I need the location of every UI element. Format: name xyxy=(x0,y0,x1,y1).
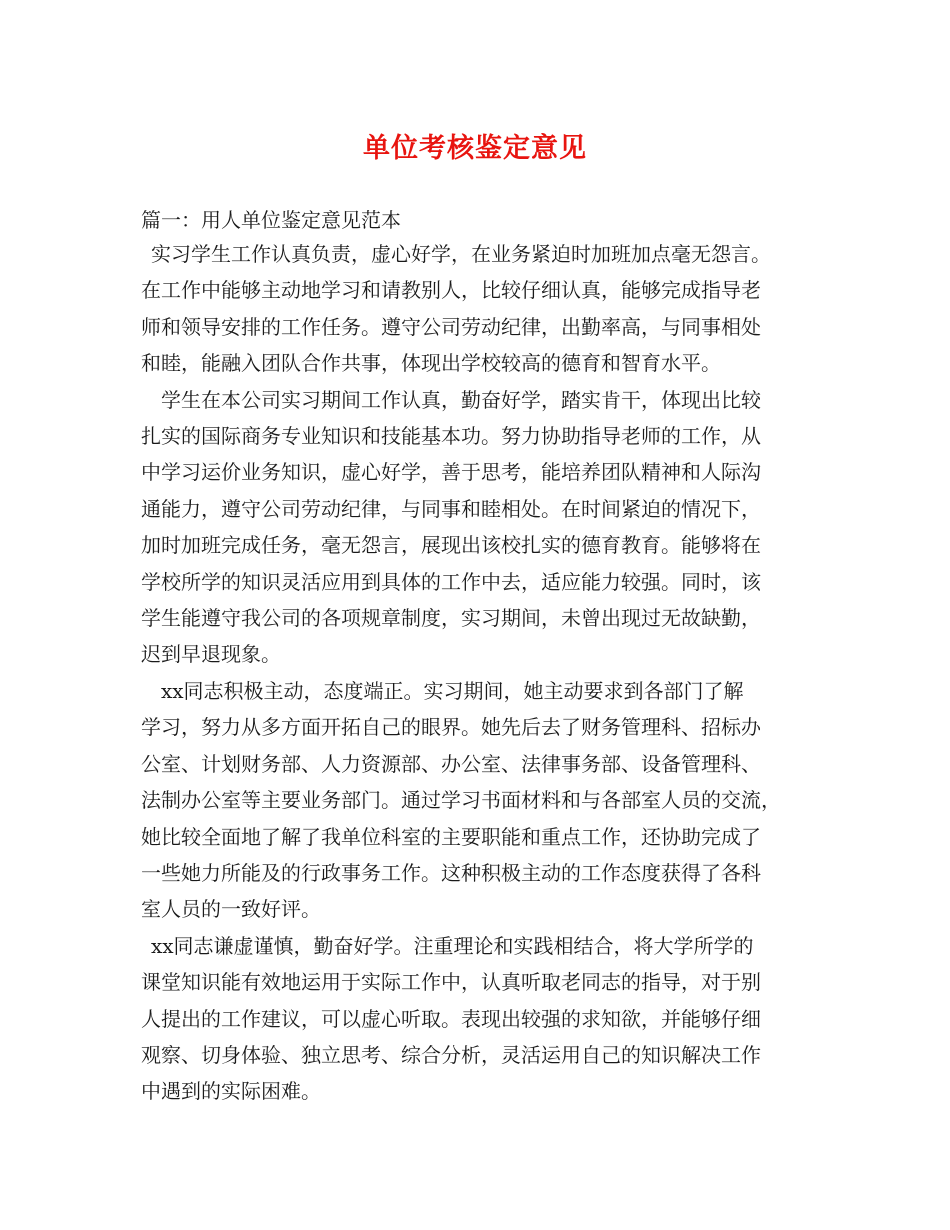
paragraph-line: 在工作中能够主动地学习和请教别人，比较仔细认真，能够完成指导老 xyxy=(141,278,761,303)
paragraph-line: 观察、切身体验、独立思考、综合分析，灵活运用自己的知识解决工作 xyxy=(141,1042,761,1067)
paragraph-line: 加时加班完成任务，毫无怨言，展现出该校扎实的德育教育。能够将在 xyxy=(141,533,761,558)
paragraph-line: 人提出的工作建议，可以虚心听取。表现出较强的求知欲，并能够仔细 xyxy=(141,1006,761,1031)
paragraph-line: 中遇到的实际困难。 xyxy=(141,1079,321,1104)
paragraph-line: 学生在本公司实习期间工作认真，勤奋好学，踏实肯干，体现出比较 xyxy=(161,387,761,412)
paragraph-line: xx同志谦虚谨慎，勤奋好学。注重理论和实践相结合，将大学所学的 xyxy=(151,933,754,958)
paragraph-line: 室人员的一致好评。 xyxy=(141,897,321,922)
paragraph-line: 中学习运价业务知识，虚心好学，善于思考，能培养团队精神和人际沟 xyxy=(141,460,761,485)
paragraph-line: 一些她力所能及的行政事务工作。这种积极主动的工作态度获得了各科 xyxy=(141,860,761,885)
paragraph-line: 师和领导安排的工作任务。遵守公司劳动纪律，出勤率高，与同事相处 xyxy=(141,314,761,339)
paragraph-line: 她比较全面地了解了我单位科室的主要职能和重点工作，还协助完成了 xyxy=(141,824,761,849)
paragraph-line: 课堂知识能有效地运用于实际工作中，认真听取老同志的指导，对于别 xyxy=(141,970,761,995)
section-heading: 篇一：用人单位鉴定意见范本 xyxy=(141,208,401,232)
paragraph-line: 实习学生工作认真负责，虚心好学，在业务紧迫时加班加点毫无怨言。 xyxy=(151,242,771,266)
paragraph-line: 学校所学的知识灵活应用到具体的工作中去，适应能力较强。同时，该 xyxy=(141,569,761,594)
paragraph-4 xyxy=(141,928,831,1110)
paragraph-line: 公室、计划财务部、人力资源部、办公室、法律事务部、设备管理科、 xyxy=(141,751,761,776)
paragraph-line: 学生能遵守我公司的各项规章制度，实习期间，未曾出现过无故缺勤， xyxy=(141,606,761,631)
paragraph-line: xx同志积极主动，态度端正。实习期间，她主动要求到各部门了解 xyxy=(161,678,744,703)
paragraph-line: 学习，努力从多方面开拓自己的眼界。她先后去了财务管理科、招标办 xyxy=(141,715,761,740)
paragraph-line: 通能力，遵守公司劳动纪律，与同事和睦相处。在时间紧迫的情况下， xyxy=(141,496,761,521)
paragraph-line: 扎实的国际商务专业知识和技能基本功。努力协助指导老师的工作，从 xyxy=(141,424,761,449)
paragraph-line: 和睦，能融入团队合作共事，体现出学校较高的德育和智育水平。 xyxy=(141,351,721,376)
paragraph-line: 法制办公室等主要业务部门。通过学习书面材料和与各部室人员的交流， xyxy=(141,788,781,813)
paragraph-2 xyxy=(141,382,831,673)
paragraph-line: 迟到早退现象。 xyxy=(141,642,281,667)
document-title: 单位考核鉴定意见 xyxy=(363,133,587,164)
paragraph-1 xyxy=(141,236,831,382)
paragraph-3 xyxy=(141,673,831,928)
document-body xyxy=(141,202,831,1110)
